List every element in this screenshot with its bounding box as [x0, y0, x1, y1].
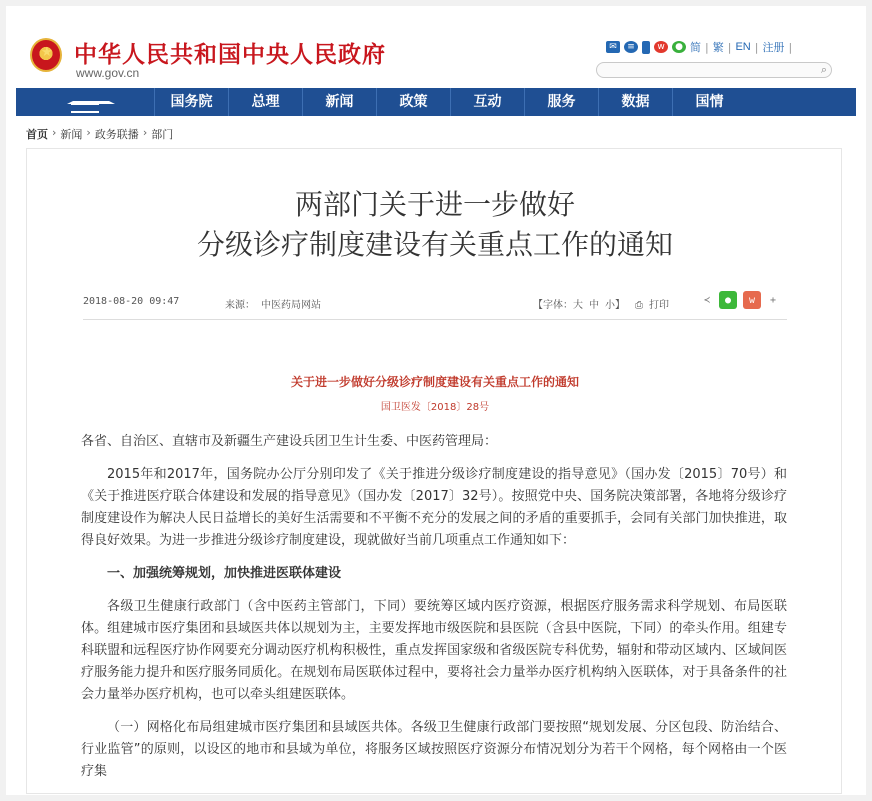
link-simplified[interactable]: 简: [690, 42, 701, 54]
paragraph: 2015年和2017年，国务院办公厅分别印发了《关于推进分级诊疗制度建设的指导意见》（国办发〔2015〕70号）和《关于推进医疗联合体建设和发展的指导意见》（国办发〔2017〕32号）。按照党中央、国务院决策部署，各地将分级诊疗制度建设作为解决人民日益增长的美好生活需要和不平衡不充分的发展之间的矛盾的重要抓手，会同有关部门加快推进，取得良好效果。为进一步推进分级诊疗制度建设，现就做好当前几项重点工作通知如下：: [81, 467, 787, 548]
link-separator: |: [705, 40, 709, 54]
nav-item-policy[interactable]: 政策: [376, 88, 450, 116]
article-container: [26, 148, 842, 794]
nav-item-services[interactable]: 服务: [524, 88, 598, 116]
nav-home[interactable]: [16, 88, 154, 116]
wechat-icon[interactable]: ●: [672, 41, 686, 53]
breadcrumb-separator: ›: [142, 126, 148, 139]
breadcrumb-departments[interactable]: 部门: [151, 128, 174, 141]
nav-item-state-council[interactable]: 国务院: [154, 88, 228, 116]
mobile-icon[interactable]: [642, 41, 650, 54]
search-icon[interactable]: ⌕: [820, 63, 827, 76]
document-title: 关于进一步做好分级诊疗制度建设有关重点工作的通知: [290, 375, 579, 389]
nav-item-data[interactable]: 数据: [598, 88, 672, 116]
link-separator: |: [788, 40, 793, 54]
paragraph: （一）网格化布局组建城市医疗集团和县域医共体。各级卫生健康行政部门要按照“规划发展、分区包段、防治结合、行业监管”的原则，以设区的地市和县域为单位，将服务区域按照医疗资源分布情况划分为若干个网格，每个网格由一个医疗集: [81, 720, 787, 779]
link-separator: |: [754, 40, 759, 54]
article-source: 来源： 中医药局网站: [225, 300, 322, 311]
breadcrumb-home[interactable]: 首页: [26, 128, 48, 141]
more-share-icon[interactable]: +: [769, 294, 777, 306]
link-register[interactable]: 注册: [762, 42, 785, 54]
salutation: 各省、自治区、直辖市及新疆生产建设兵团卫生计生委、中医药管理局：: [81, 434, 498, 449]
meta-divider: [83, 319, 787, 320]
weibo-share-icon[interactable]: w: [743, 291, 761, 309]
top-links: [606, 38, 792, 56]
rss-icon[interactable]: ≡: [624, 41, 638, 53]
share-bar: [701, 291, 779, 309]
document-number: 国卫医发〔2018〕28号: [380, 402, 490, 413]
breadcrumb-separator: ›: [86, 126, 91, 139]
article-meta: [83, 294, 787, 310]
site-domain: www.gov.cn: [76, 66, 140, 80]
publish-date: 2018-08-20 09:47: [83, 296, 180, 307]
nav-item-national-info[interactable]: 国情: [672, 88, 746, 116]
weibo-icon[interactable]: w: [654, 41, 668, 53]
font-size-selector[interactable]: 【字体：大 中 小】: [533, 300, 626, 311]
paragraph: 各级卫生健康行政部门（含中医药主管部门，下同）要统筹区域内医疗资源，根据医疗服务需求科学规划、布局医联体。组建城市医疗集团和县域医共体以规划为主，主要发挥地市级医院和县医院（含县中医院，下同）的牵头作用。组建专科联盟和远程医疗协作网要充分调动医疗机构积极性，重点发挥国家级和省级医院专科优势，辐射和带动区域内、区域间医疗服务能力提升和医疗服务同质化。在规划布局医联体过程中，要将社会力量举办医疗机构纳入医联体，对于具备条件的社会力量举办医疗机构，也可以牵头组建医联体。: [81, 599, 787, 702]
printer-icon: ⎙: [635, 300, 650, 311]
article-title: [27, 185, 843, 265]
breadcrumb: [26, 126, 173, 142]
tiananmen-icon: [63, 93, 107, 111]
nav-item-premier[interactable]: 总理: [228, 88, 302, 116]
site-name[interactable]: 中华人民共和国中央人民政府: [74, 41, 386, 68]
nav-item-news[interactable]: 新闻: [302, 88, 376, 116]
section-heading: 一、加强统筹规划，加快推进医联体建设: [107, 566, 342, 581]
article-title-line1: 两部门关于进一步做好: [294, 188, 575, 221]
print-button[interactable]: [635, 296, 669, 311]
article-title-line2: 分级诊疗制度建设有关重点工作的通知: [196, 228, 673, 261]
share-icon[interactable]: ≺: [703, 294, 711, 306]
site-header: [24, 28, 844, 84]
print-label: 打印: [649, 300, 670, 311]
breadcrumb-separator: ›: [52, 126, 57, 139]
link-english[interactable]: EN: [735, 41, 751, 53]
breadcrumb-news[interactable]: 新闻: [60, 128, 83, 141]
national-emblem-icon[interactable]: [30, 38, 62, 72]
wechat-share-icon[interactable]: ●: [719, 291, 737, 309]
mail-icon[interactable]: ✉: [606, 41, 620, 53]
nav-item-interaction[interactable]: 互动: [450, 88, 524, 116]
breadcrumb-government-affairs[interactable]: 政务联播: [94, 128, 139, 141]
search-input[interactable]: [596, 62, 832, 78]
article-body: [81, 431, 787, 794]
link-separator: |: [727, 40, 732, 54]
link-traditional[interactable]: 繁: [712, 42, 724, 54]
main-nav: [16, 88, 856, 116]
